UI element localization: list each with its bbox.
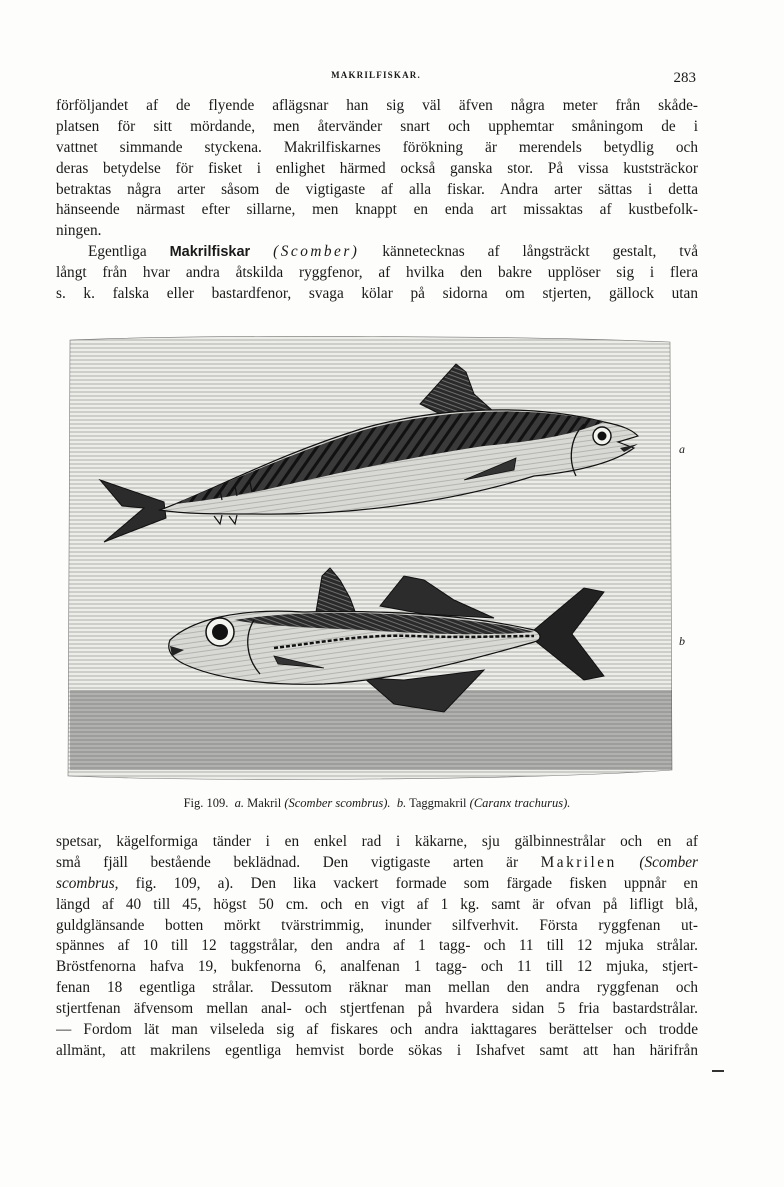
text-line: hänseende närmast efter sillarne, men knappt en enda art missaktas af kustbefolk- xyxy=(56,201,698,219)
text-line: stjertfenan äfvensom mellan anal- och stjertfenan på hvardera sidan 5 fria bastardstrålar. xyxy=(56,1000,698,1018)
caption-letter-b: b. xyxy=(396,796,407,810)
text-line xyxy=(56,874,698,895)
text-line: — Fordom lät man vilseleda sig af fiskares och andra iakttagares berättelser och trodde xyxy=(56,1021,698,1039)
text-line: betraktas några arter såsom de vigtigaste af alla fiskar. Andra arter sättas i detta xyxy=(56,180,698,198)
caption-latin-b: (Caranx trachurus). xyxy=(469,796,571,810)
name-makrilen: Makrilen xyxy=(540,853,617,871)
caption-letter-a: a. xyxy=(234,796,245,810)
running-title: MAKRILFISKAR. xyxy=(331,70,421,80)
latin-scombrus: scombrus, xyxy=(56,874,119,892)
text-line: Bröstfenorna hafva 19, bukfenorna 6, analfenan 1 tagg- och 11 till 12 mjuka, stjert- xyxy=(56,958,698,976)
text-block-top xyxy=(56,96,698,305)
text-line: deras betydelse för fisket i enlighet härmed också ganska stor. På vissa kuststräckor xyxy=(56,159,698,177)
text-run: Egentliga xyxy=(88,243,170,261)
figure-109 xyxy=(64,330,685,792)
text-line: vattnet simmande styckena. Makrilfiskarnes förökning är merendels betydlig och xyxy=(56,138,698,156)
text-line: spetsar, kägelformiga tänder i en enkel rad i käkarne, sju gälbinnestrålar och en af xyxy=(56,833,698,850)
water-shadow xyxy=(70,690,672,770)
text-run: fig. 109, a). Den lika vackert formade som färgade fisken uppnår en xyxy=(118,874,698,892)
text-line: platsen för sitt mördande, men återvänder snart och upphemtar småningom de i xyxy=(56,117,698,135)
text-run: kännetecknas af långsträckt gestalt, två xyxy=(359,243,698,261)
text-block-bottom xyxy=(56,832,698,1062)
text-line: förföljandet af de flyende aflägsnar han sig väl äfven några meter från skåde- xyxy=(56,97,698,114)
text-line xyxy=(56,853,698,874)
caption-latin-a: (Scomber scombrus). xyxy=(284,796,391,810)
caption-common-b: Taggmakril xyxy=(409,796,467,810)
page-number: 283 xyxy=(673,70,696,86)
fish-engraving xyxy=(64,330,676,792)
latin-scomber: (Scomber xyxy=(639,853,698,871)
text-line: spännes af 10 till 12 taggstrålar, den andra af 1 tagg- och 11 till 12 mjuka strålar. xyxy=(56,937,698,955)
text-line: längd af 40 till 45, högst 50 cm. och en vigt af 1 kg. samt är ofvan på lifligt blå, xyxy=(56,895,698,913)
caption-fig-number: Fig. 109. xyxy=(183,796,229,810)
text-line xyxy=(56,242,698,263)
term-makrilfiskar: Makrilfiskar xyxy=(169,244,251,261)
text-line: långt från hvar andra åtskilda ryggfenor, af hvilka den bakre upplöser sig i flera xyxy=(56,264,698,282)
text-line: ningen. xyxy=(56,222,102,240)
text-run: små fjäll bestående beklädnad. Den vigtigaste arten är xyxy=(56,853,541,871)
figure-label-a: a xyxy=(679,442,685,456)
page-edge-mark xyxy=(712,1070,724,1072)
figure-caption xyxy=(56,796,698,811)
text-line: fenan 18 egentliga strålar. Dessutom räknar man mellan den andra ryggfenan och xyxy=(56,979,698,997)
running-head xyxy=(56,70,696,88)
text-line: guldglänsande botten mörkt tvärstrimmig, inunder silfverhvit. Första ryggfenan ut- xyxy=(56,916,698,934)
text-line: s. k. falska eller bastardfenor, svaga kölar på sidorna om stjerten, gällock utan xyxy=(56,285,698,303)
figure-label-b: b xyxy=(679,634,685,648)
caption-common-a: Makril xyxy=(247,796,282,810)
text-line: allmänt, att makrilens egentliga hemvist borde sökas i Ishafvet samt att han härifrån xyxy=(56,1041,698,1059)
genus-scomber: (Scomber) xyxy=(273,243,360,261)
